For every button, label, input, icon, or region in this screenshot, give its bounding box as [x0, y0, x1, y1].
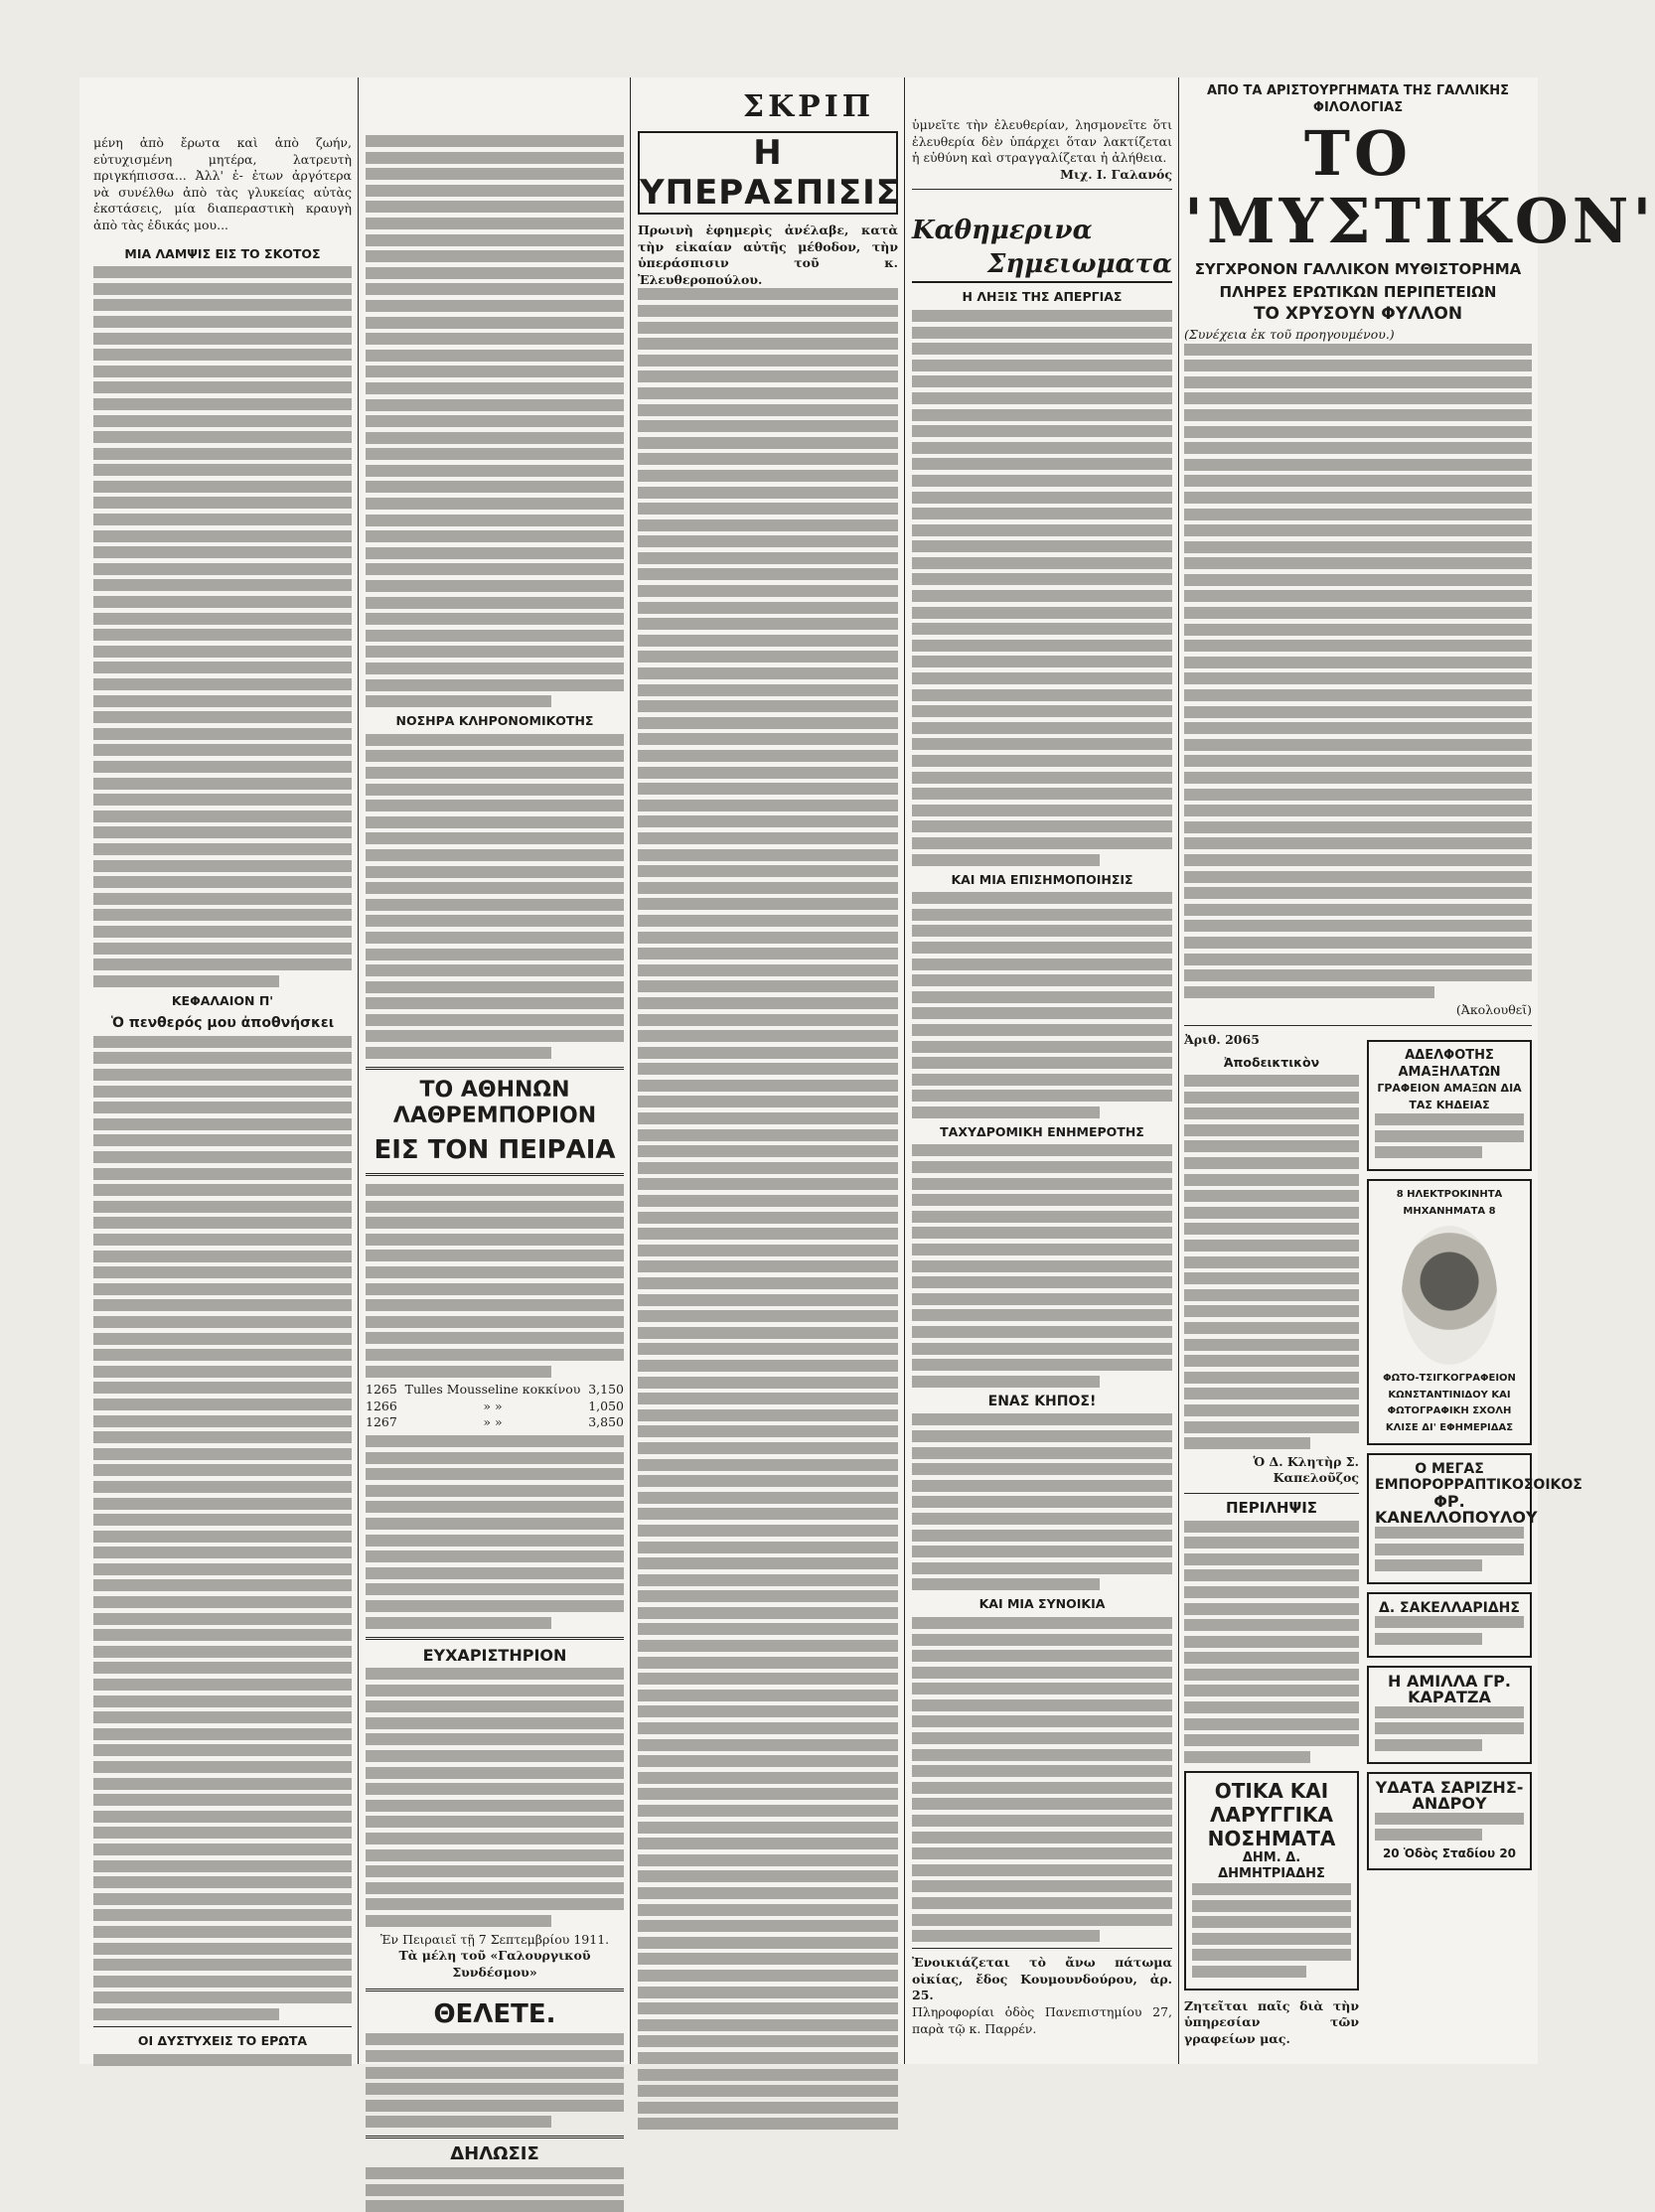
col1-heading: ΜΙΑ ΛΑΜΨΙΣ ΕΙΣ ΤΟ ΣΚΟΤΟΣ: [124, 245, 321, 261]
row-no: 1265: [366, 1382, 397, 1398]
col4-s3: ΤΑΧΥΔΡΟΜΙΚΗ ΕΝΗΜΕΡΟΤΗΣ: [940, 1123, 1144, 1139]
ear-doctor-ad: [1184, 1771, 1359, 1991]
col1-closing-head: ΟΙ ΔΥΣΤΥΧΕΙΣ ΤΟ ΕΡΩΤΑ: [137, 2032, 308, 2048]
col2-ad-heading: ΘΕΛΕΤΕ.: [433, 1999, 556, 2030]
row-label: Tulles Mousseline κοκκίνου: [404, 1382, 581, 1398]
col4-body-3: [912, 1144, 1172, 1387]
column-2: [366, 77, 624, 2165]
col2-heading-smuggling: ΤΟ ΑΘΗΝΩΝ ΛΑΘΡΕΜΠΟΡΙΟΝ: [392, 1078, 597, 1129]
col2-notice-body: [366, 2167, 624, 2212]
row-label: » »: [483, 1414, 503, 1430]
tailor-name: ΦΡ. ΚΑΝΕΛΛΟΠΟΥΛΟΥ: [1375, 1491, 1538, 1528]
col2-notice-heading: ΔΗΛΩΣΙΣ: [450, 2143, 539, 2165]
col5-lower-split: [1184, 1031, 1582, 2047]
col5-serial-end: (Ἀκολουθεῖ): [1455, 1002, 1532, 1018]
notice-heading: Ἀποδεικτικὸν: [1223, 1054, 1320, 1070]
col4-s2: ΚΑΙ ΜΙΑ ΕΠΙΣΗΜΟΠΟΙΗΣΙΣ: [951, 871, 1133, 887]
row-val: 3,150: [588, 1382, 624, 1398]
col4-lead: ὑμνεῖτε τὴν ἐλευθερίαν, λησμονεῖτε ὅτι ἐλευθερία δὲν ὑπάρχει ὅταν λακτίζεται ἡ εὐθύνη καὶ στραγγαλίζεται ἡ ἀλήθεια.: [912, 117, 1172, 166]
column-1: [93, 77, 352, 2064]
col2-body-3: [366, 1184, 624, 1378]
waters-ad: [1367, 1772, 1532, 1870]
col2-heading-piraeus: ΕΙΣ ΤΟΝ ΠΕΙΡΑΙΑ: [374, 1135, 616, 1166]
amilla-ad: [1367, 1666, 1532, 1764]
thanks-place: Ἐν Πειραιεῖ τῇ 7 Σεπτεμβρίου 1911.: [379, 1931, 610, 1947]
col3-body: [638, 288, 898, 2130]
col5-serial-body: [1184, 344, 1532, 998]
col3-intro: Πρωινὴ ἐφημερὶς ἀνέλαβε, κατὰ τὴν εἰκαίαν αὐτῆς μέθοδον, τὴν ὑπεράσπισιν τοῦ κ. Ἐλευθεροπούλου.: [638, 222, 898, 287]
col3-title: Η ΥΠΕΡΑΣΠΙΣΙΣ: [640, 133, 900, 213]
ear-doctor-title: ΟΤΙΚΑ ΚΑΙ ΛΑΡΥΓΓΙΚΑ ΝΟΣΗΜΑΤΑ: [1207, 1778, 1336, 1850]
masthead: ΣΚΡΙΠ: [742, 89, 875, 124]
col5-title: ΤΟ 'ΜΥΣΤΙΚΟΝ': [1184, 117, 1655, 258]
column-4: [912, 77, 1172, 2064]
col4-s5: ΚΑΙ ΜΙΑ ΣΥΝΟΙΚΙΑ: [978, 1596, 1106, 1612]
col1-body-1: [93, 266, 352, 987]
col5-lower-right: [1367, 1032, 1582, 2047]
engraving-emblem-icon: [1402, 1226, 1497, 1365]
col2-heading-hereditary: ΝΟΣΗΡΑ ΚΛΗΡΟΝΟΜΙΚΟΤΗΣ: [395, 713, 594, 729]
thanks-signature: Τὰ μέλη τοῦ «Γαλουργικοῦ Συνδέσμου»: [398, 1948, 591, 1980]
coachmen-title: ΑΔΕΛΦΟΤΗΣ ΑΜΑΞΗΛΑΤΩΝ: [1398, 1047, 1501, 1080]
col4-s4: ΕΝΑΣ ΚΗΠΟΣ!: [987, 1393, 1097, 1409]
col2-body-2: [366, 734, 624, 1059]
col4-title-daily: Καθημερινα: [912, 216, 1093, 246]
col5-supra: ΑΠΟ ΤΑ ΑΡΙΣΤΟΥΡΓΗΜΑΤΑ ΤΗΣ ΓΑΛΛΙΚΗΣ ΦΙΛΟΛΟΓΙΑΣ: [1206, 83, 1510, 115]
row-val: 1,050: [588, 1398, 624, 1413]
col4-body-2: [912, 892, 1172, 1118]
col1-subhead: Ὁ πενθερός μου ἀποθνήσκει: [110, 1015, 335, 1032]
table-row: [366, 1414, 624, 1431]
coachmen-ad: [1367, 1040, 1532, 1171]
tailor-title: Ο ΜΕΓΑΣ ΕΜΠΟΡΟΡΡΑΠΤΙΚΟΣΟΙΚΟΣ: [1375, 1460, 1582, 1494]
summary-body: [1184, 1521, 1359, 1763]
ear-doctor-name: ΔΗΜ. Δ. ΔΗΜΗΤΡΙΑΔΗΣ: [1218, 1849, 1325, 1882]
col4-body-1: [912, 310, 1172, 866]
table-row: [366, 1382, 624, 1399]
col5-sub3: ΤΟ ΧΡΥΣΟΥΝ ΦΥΛΛΟΝ: [1253, 304, 1463, 325]
table-row: [366, 1399, 624, 1415]
col5-lower-left: [1184, 1032, 1359, 2047]
coachmen-sub: ΓΡΑΦΕΙΟΝ ΑΜΑΞΩΝ ΔΙΑ ΤΑΣ ΚΗΔΕΙΑΣ: [1377, 1082, 1522, 1111]
notice-signature: Ὁ Δ. Κλητὴρ Σ. Καπελοῦζος: [1253, 1453, 1359, 1486]
col1-body-2: [93, 1036, 352, 2020]
tailor-ad: [1367, 1453, 1582, 1584]
notice-body: [1184, 1075, 1359, 1449]
sakellaridis-ad: [1367, 1592, 1532, 1658]
column-3: [638, 77, 898, 2064]
col1-chapter: ΚΕΦΑΛΑΙΟΝ Π': [171, 992, 274, 1008]
col5-sub1: ΣΥΓΧΡΟΝΟΝ ΓΑΛΛΙΚΟΝ ΜΥΘΙΣΤΟΡΗΜΑ: [1194, 260, 1522, 279]
engraving-bot: ΚΛΙΣΕ ΔΙ' ΕΦΗΜΕΡΙΔΑΣ: [1385, 1422, 1514, 1434]
col4-title-notes: Σημειωματα: [912, 247, 1172, 283]
notice-number: Ἀριθ. 2065: [1184, 1031, 1260, 1047]
wanted-notice: Ζητεῖται παῖς διὰ τὴν ὑπηρεσίαν τῶν γραφείων μας.: [1184, 1997, 1359, 2046]
col2-ad-body: [366, 2033, 624, 2128]
col1-lead: μένη ἀπὸ ἔρωτα καὶ ἀπὸ ζωήν, εὐτυχισμένη μητέρα, λατρευτὴ πριγκήπισσα... Ἀλλ' ἐ- ἐτων ἀργότερα νὰ συνέλθω ἀπὸ τὰς γλυκείας αὐτὰς ἐκστάσεις, μία διαπεραστικὴ κραυγὴ ἀπὸ τὰς ἐδικάς μου...: [93, 135, 352, 232]
col4-signature: Μιχ. Ι. Γαλανός: [1060, 166, 1172, 182]
column-5: [1184, 77, 1655, 2064]
col2-body-4: [366, 1435, 624, 1629]
col2-body-1: [366, 135, 624, 707]
col2-body-5: [366, 1668, 624, 1927]
col4-s1: Η ΛΗΞΙΣ ΤΗΣ ΑΠΕΡΓΙΑΣ: [962, 289, 1123, 305]
engraving-mid: ΦΩΤΟ-ΤΣΙΓΚΟΓΡΑΦΕΙΟΝ ΚΩΝΣΤΑΝΤΙΝΙΔΟΥ ΚΑΙ ΦΩΤΟΓΡΑΦΙΚΗ ΣΧΟΛΗ: [1383, 1373, 1516, 1417]
col5-continued: (Συνέχεια ἐκ τοῦ προηγουμένου.): [1184, 326, 1395, 342]
col5-sub2: ΠΛΗΡΕΣ ΕΡΩΤΙΚΩΝ ΠΕΡΙΠΕΤΕΙΩΝ: [1219, 282, 1497, 301]
summary-heading: ΠΕΡΙΛΗΨΙΣ: [1225, 1498, 1318, 1517]
row-label: » »: [483, 1398, 503, 1413]
row-no: 1266: [366, 1398, 397, 1413]
amilla-title: Η ΑΜΙΛΛΑ ΓΡ. ΚΑΡΑΤΖΑ: [1388, 1671, 1511, 1707]
col2-heading-thanks: ΕΥΧΑΡΙΣΤΗΡΙΟΝ: [422, 1645, 567, 1665]
col4-body-5: [912, 1617, 1172, 1942]
col4-closing: Ἐνοικιάζεται τὸ ἄνω πάτωμα οἰκίας, ἔδος Κουμουνδούρου, ἀρ. 25.: [912, 1955, 1172, 2003]
col4-closing-2: Πληροφορίαι ὁδὸς Πανεπιστημίου 27, παρὰ τῷ κ. Παρρέν.: [912, 2003, 1172, 2036]
waters-address: 20 Ὁδὸς Σταδίου 20: [1382, 1845, 1517, 1860]
waters-title: ΥΔΑΤΑ ΣΑΡΙΖΗΣ-ΑΝΔΡΟΥ: [1375, 1777, 1524, 1814]
row-no: 1267: [366, 1414, 397, 1430]
col2-table: [366, 1382, 624, 1431]
col4-body-4: [912, 1413, 1172, 1590]
row-val: 3,850: [588, 1414, 624, 1430]
engraving-ad: [1367, 1179, 1532, 1445]
engraving-top: 8 ΗΛΕΚΤΡΟΚΙΝΗΤΑ ΜΗΧΑΝΗΜΑΤΑ 8: [1396, 1189, 1503, 1217]
sakellaridis-name: Δ. ΣΑΚΕΛΛΑΡΙΔΗΣ: [1379, 1599, 1520, 1616]
newspaper-page: [79, 77, 1655, 2165]
